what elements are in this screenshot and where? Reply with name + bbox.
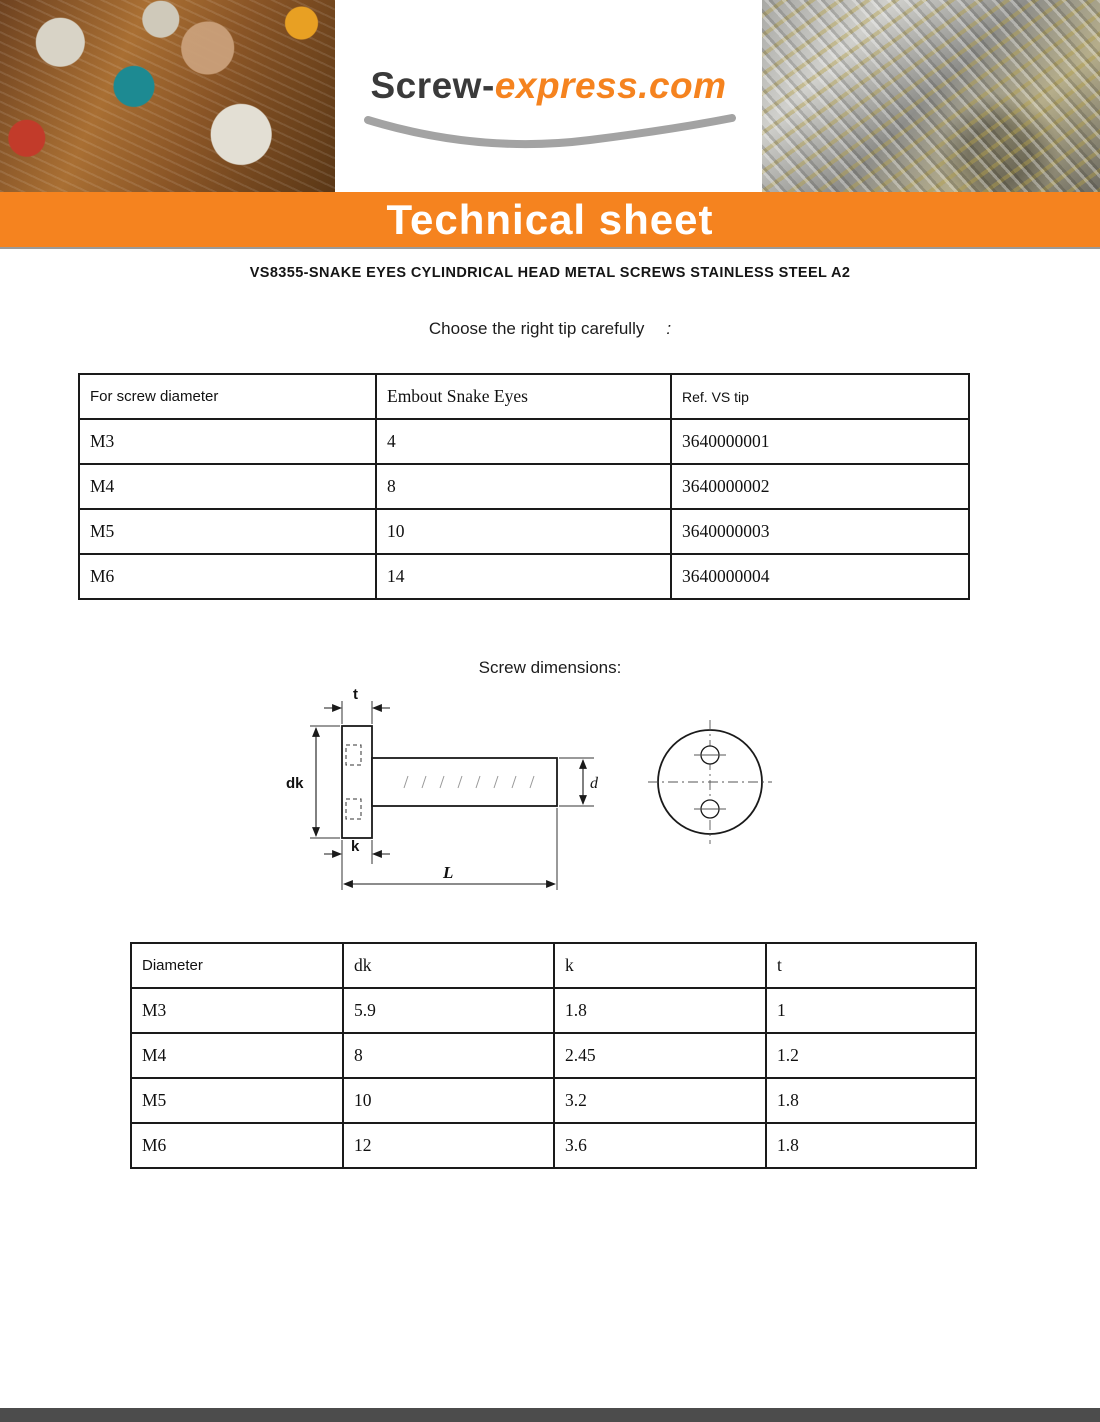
screws-photo [762,0,1100,192]
table-cell: 3640000002 [671,464,969,509]
table-row [79,419,969,464]
dim-label-t: t [353,688,358,703]
table-cell: 8 [343,1033,554,1078]
table-cell: M5 [131,1078,343,1123]
screw-diagram [280,688,840,908]
table-cell: M5 [79,509,376,554]
column-header: For screw diameter [79,374,376,419]
dim-label-L: L [443,863,454,882]
table-cell: 3640000004 [671,554,969,599]
table-cell: 8 [376,464,671,509]
table-cell: 3640000001 [671,419,969,464]
header [0,0,1100,192]
table-cell: 14 [376,554,671,599]
table-cell: 1.8 [766,1078,976,1123]
column-header: Diameter [131,943,343,988]
table-cell: M3 [131,988,343,1033]
table-cell: 3.2 [554,1078,766,1123]
workbench-photo [0,0,335,192]
dimensions-table [130,942,977,1169]
table-cell: M3 [79,419,376,464]
table-cell: M6 [131,1123,343,1168]
screw-dimensions-heading: Screw dimensions: [478,658,622,677]
table-row [79,464,969,509]
table-row [79,554,969,599]
table-cell: 10 [343,1078,554,1123]
brand-logo-part1: Screw- [370,65,495,106]
dim-table-header-row [131,943,976,988]
table-row [131,1123,976,1168]
table-cell: 1 [766,988,976,1033]
column-header: k [554,943,766,988]
table-row [131,1033,976,1078]
logo-swoosh-icon [360,114,740,150]
table-cell: 2.45 [554,1033,766,1078]
table-cell: 1.8 [554,988,766,1033]
table-row [131,1078,976,1123]
tip-table [78,373,970,600]
dim-label-dk: dk [286,775,304,792]
brand-logo-text [370,65,726,107]
table-cell: M4 [131,1033,343,1078]
table-cell: 3640000003 [671,509,969,554]
table-cell: M4 [79,464,376,509]
brand-logo [335,0,762,192]
table-row [131,988,976,1033]
tip-table-header-row [79,374,969,419]
table-row [79,509,969,554]
column-header: Embout Snake Eyes [376,374,671,419]
column-header: Ref. VS tip [671,374,969,419]
table-cell: 5.9 [343,988,554,1033]
tip-heading-colon: : [666,319,672,338]
brand-logo-part2: express.com [494,65,727,106]
table-cell: M6 [79,554,376,599]
dim-label-k: k [351,838,360,855]
document-title: VS8355-SNAKE EYES CYLINDRICAL HEAD METAL SCREWS STAINLESS STEEL A2 [249,265,851,281]
table-cell: 1.2 [766,1033,976,1078]
technical-sheet-banner [0,192,1100,249]
table-cell: 4 [376,419,671,464]
tip-heading-text: Choose the right tip carefully [428,319,645,338]
column-header: t [766,943,976,988]
tip-section-heading [0,319,1100,339]
table-cell: 10 [376,509,671,554]
table-cell: 3.6 [554,1123,766,1168]
table-cell: 1.8 [766,1123,976,1168]
banner-title: Technical sheet [386,195,714,243]
dim-label-d: d [590,775,598,792]
column-header: dk [343,943,554,988]
screw-diagram-svg [280,688,840,903]
footer-bar [0,1408,1100,1422]
table-cell: 12 [343,1123,554,1168]
